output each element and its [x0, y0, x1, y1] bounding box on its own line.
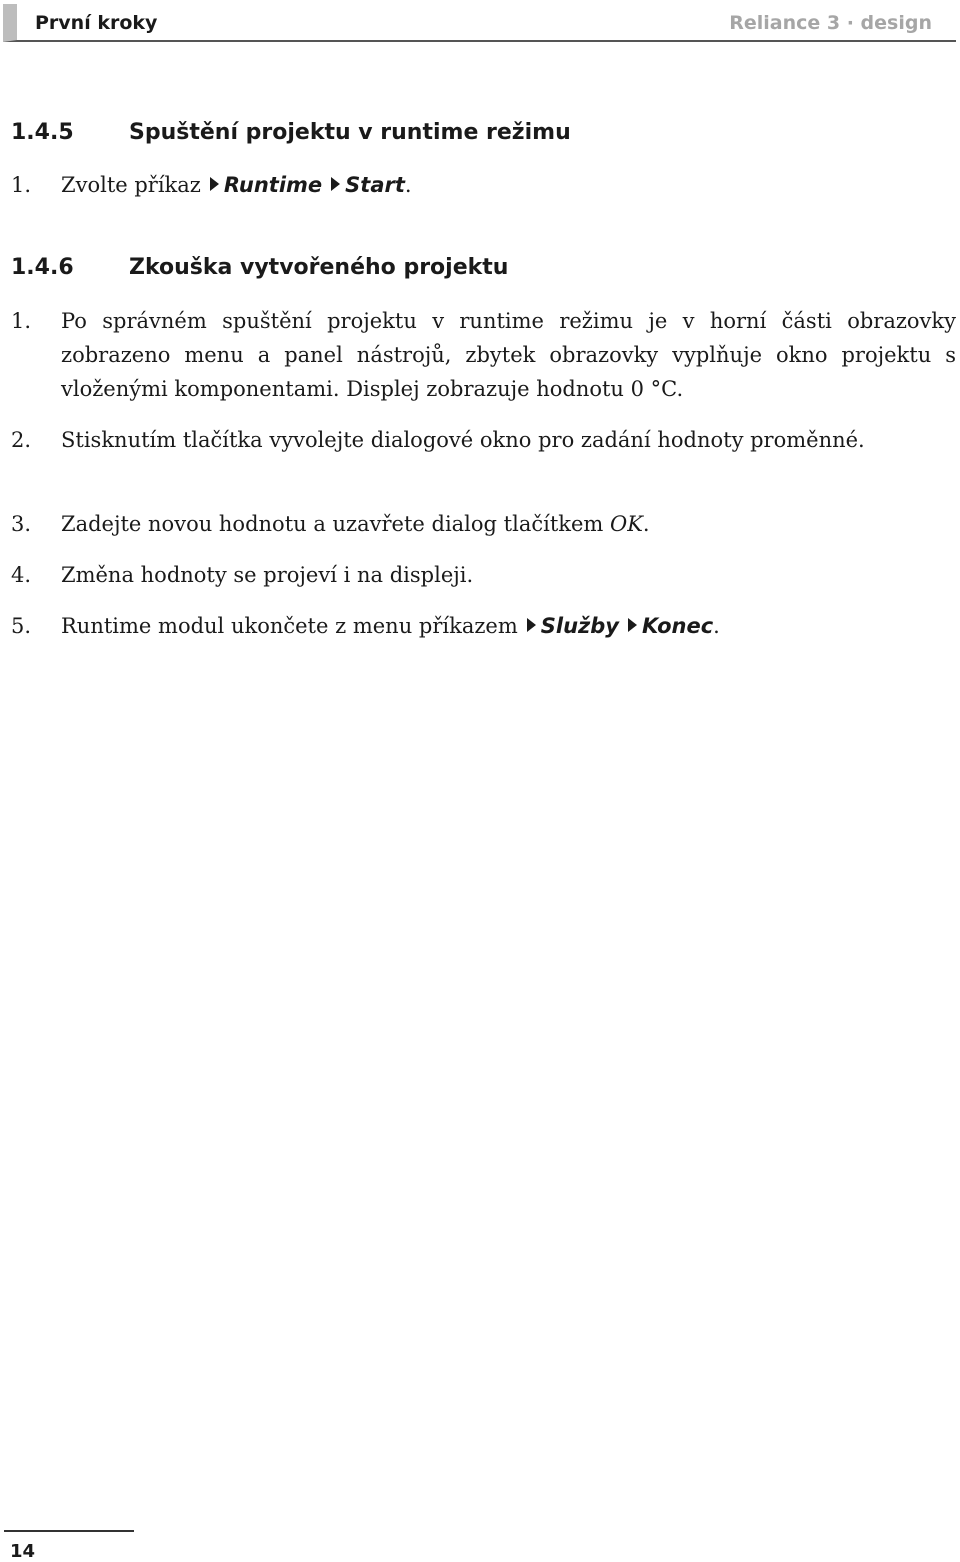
step-text: Zvolte příkaz Runtime Start. [61, 173, 412, 197]
step-text: Stisknutím tlačítka vyvolejte dialogové okno pro zadání hodnoty proměnné. [61, 428, 865, 452]
page-header [3, 4, 956, 42]
step-value-change [11, 558, 956, 592]
section-number: 1.4.5 [11, 120, 74, 145]
product-title: Reliance 3 · design [729, 12, 932, 34]
menu-arrow-icon [527, 618, 536, 632]
step-number: 5. [11, 614, 32, 638]
step-open-dialog [11, 423, 956, 457]
menu-item-konec: Konec [641, 614, 714, 638]
step-run-project [11, 168, 956, 202]
step-enter-value [11, 507, 956, 541]
menu-item-start: Start [345, 173, 405, 197]
menu-item-runtime: Runtime [223, 173, 323, 197]
menu-arrow-icon [628, 618, 637, 632]
step-exit-runtime [11, 609, 956, 643]
step-text: Runtime modul ukončete z menu příkazem Služby Konec. [61, 614, 720, 638]
step-number: 2. [11, 428, 32, 452]
step-text: Po správném spuštění projektu v runtime režimu je v horní části obrazovky zobrazeno menu a panel nástrojů, zbytek obrazovky vyplňuje okno projektu s vloženými komponentami. Displej zobrazuje hodnotu 0 °C. [61, 309, 956, 401]
step-check-runtime [11, 304, 956, 406]
step-text: Změna hodnoty se projeví i na displeji. [61, 563, 474, 587]
section-title: Zkouška vytvořeného projektu [129, 255, 509, 280]
page-number: 14 [10, 1541, 36, 1562]
step-number: 1. [11, 173, 32, 197]
step-number: 4. [11, 563, 32, 587]
step-number: 1. [11, 309, 32, 333]
menu-arrow-icon [331, 177, 340, 191]
menu-arrow-icon [210, 177, 219, 191]
footer-rule [4, 1530, 134, 1532]
chapter-title: První kroky [35, 12, 158, 34]
section-heading-1-4-6 [11, 255, 508, 280]
menu-item-sluzby: Služby [540, 614, 619, 638]
step-text: Zadejte novou hodnotu a uzavřete dialog tlačítkem OK. [61, 512, 650, 536]
section-title: Spuštění projektu v runtime režimu [129, 120, 571, 145]
ok-button-label: OK [610, 512, 643, 536]
section-heading-1-4-5 [11, 120, 571, 145]
step-number: 3. [11, 512, 32, 536]
section-number: 1.4.6 [11, 255, 74, 280]
